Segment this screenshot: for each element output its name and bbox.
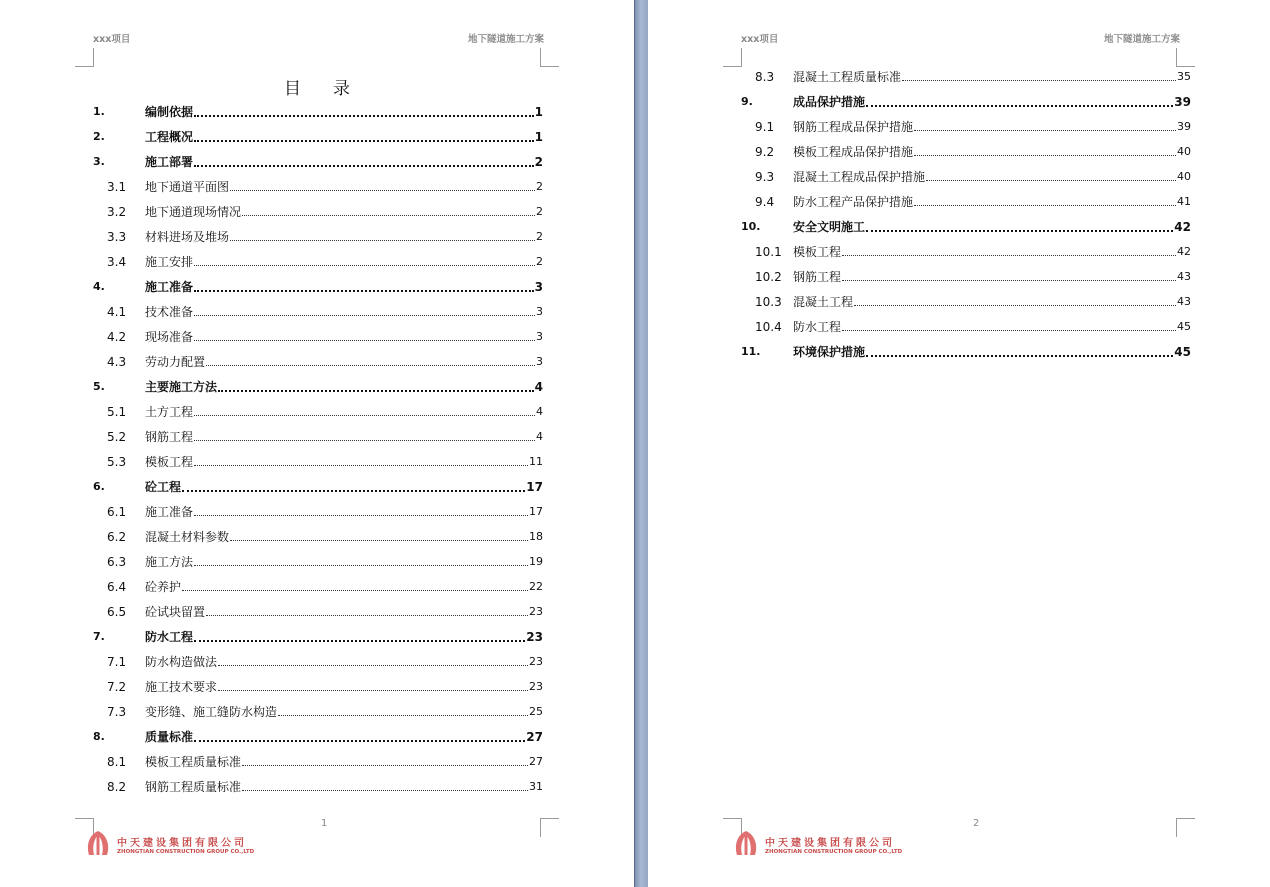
toc-entry-page: 2	[536, 180, 543, 193]
toc-entry-number: 10.	[741, 220, 761, 233]
toc-entry-page: 4	[536, 405, 543, 418]
toc-entry-title: 钢筋工程	[793, 270, 842, 284]
toc-entry-section[interactable]	[93, 349, 543, 374]
toc-entry-page: 22	[529, 580, 543, 593]
toc-entry-number: 5.3	[107, 454, 127, 469]
header-left: xxx项目	[93, 34, 131, 45]
toc-entry-title: 地下通道现场情况	[145, 205, 242, 219]
toc-entry-section[interactable]	[741, 164, 1191, 189]
toc-entry-title: 砼养护	[145, 580, 182, 594]
toc-entry-number: 6.2	[107, 529, 127, 544]
toc-entry-number: 3.	[93, 155, 105, 168]
toc-entry-title: 钢筋工程成品保护措施	[793, 120, 914, 134]
toc-dot-leader	[926, 179, 1176, 181]
toc-entry-chapter[interactable]	[93, 624, 543, 649]
toc-entry-title: 现场准备	[145, 330, 194, 344]
toc-entry-page: 27	[529, 755, 543, 768]
toc-dot-leader	[914, 154, 1176, 156]
toc-entry-number: 9.4	[755, 194, 775, 209]
toc-dot-leader	[242, 214, 535, 216]
toc-entry-page: 41	[1177, 195, 1191, 208]
toc-entry-number: 7.	[93, 630, 105, 643]
toc-entry-number: 9.	[741, 95, 753, 108]
toc-entry-section[interactable]	[93, 424, 543, 449]
toc-dot-leader	[206, 364, 535, 366]
toc-entry-page: 3	[536, 305, 543, 318]
toc-entry-section[interactable]	[93, 324, 543, 349]
page-number: 2	[973, 818, 980, 829]
toc-dot-leader	[230, 239, 535, 241]
toc-entry-title: 防水工程	[145, 630, 194, 644]
toc-entry-section[interactable]	[93, 549, 543, 574]
toc-entry-number: 6.1	[107, 504, 127, 519]
toc-entry-number: 8.1	[107, 754, 127, 769]
toc-entry-number: 8.2	[107, 779, 127, 794]
toc-entry-page: 2	[536, 230, 543, 243]
toc-entry-chapter[interactable]	[93, 124, 543, 149]
toc-entry-title: 混凝土工程质量标准	[793, 70, 902, 84]
toc-entry-title: 土方工程	[145, 405, 194, 419]
page-gutter	[634, 0, 649, 887]
toc-dot-leader	[194, 514, 528, 516]
toc-dot-leader	[194, 139, 534, 142]
toc-entry-chapter[interactable]	[741, 214, 1191, 239]
toc-entry-number: 9.2	[755, 144, 775, 159]
toc-entry-title: 劳动力配置	[145, 355, 206, 369]
toc-dot-leader	[194, 464, 528, 466]
toc-entry-page: 1	[534, 129, 543, 144]
toc-entry-section[interactable]	[741, 289, 1191, 314]
toc-dot-leader	[230, 539, 528, 541]
toc-entry-page: 11	[529, 455, 543, 468]
toc-entry-number: 10.2	[755, 269, 782, 284]
toc-entry-title: 施工准备	[145, 505, 194, 519]
toc-entry-number: 7.2	[107, 679, 127, 694]
toc-entry-title: 环境保护措施	[793, 345, 866, 359]
toc-entry-number: 4.1	[107, 304, 127, 319]
toc-entry-page: 40	[1177, 145, 1191, 158]
toc-entry-page: 39	[1174, 94, 1191, 109]
toc-entry-page: 1	[534, 104, 543, 119]
toc-entry-page: 18	[529, 530, 543, 543]
toc-entry-title: 钢筋工程	[145, 430, 194, 444]
toc-dot-leader	[194, 564, 528, 566]
document-page-1	[0, 0, 634, 887]
toc-entry-number: 3.2	[107, 204, 127, 219]
toc-title-char-1: 目	[284, 79, 301, 99]
toc-entry-chapter[interactable]	[93, 474, 543, 499]
toc-entry-chapter[interactable]	[93, 374, 543, 399]
toc-dot-leader	[230, 189, 535, 191]
toc-dot-leader	[194, 164, 534, 167]
toc-entry-section[interactable]	[93, 649, 543, 674]
toc-entry-page: 2	[536, 205, 543, 218]
toc-dot-leader	[182, 589, 528, 591]
toc-dot-leader	[194, 414, 535, 416]
toc-entry-page: 31	[529, 780, 543, 793]
toc-title-char-2: 录	[333, 79, 350, 99]
toc-entry-title: 模板工程质量标准	[145, 755, 242, 769]
toc-entry-page: 4	[534, 379, 543, 394]
toc-entry-number: 5.1	[107, 404, 127, 419]
toc-entry-chapter[interactable]	[741, 339, 1191, 364]
toc-entry-number: 10.4	[755, 319, 782, 334]
toc-entry-title: 混凝土工程	[793, 295, 854, 309]
toc-dot-leader	[194, 439, 535, 441]
toc-entry-page: 39	[1177, 120, 1191, 133]
crop-mark	[540, 48, 559, 67]
toc-entry-chapter[interactable]	[93, 99, 543, 124]
toc-entry-title: 施工部署	[145, 155, 194, 169]
crop-mark	[1176, 818, 1195, 837]
toc-entry-section[interactable]	[93, 749, 543, 774]
toc-entry-page: 17	[529, 505, 543, 518]
toc-entry-page: 45	[1177, 320, 1191, 333]
toc-entry-page: 23	[529, 680, 543, 693]
toc-entry-title: 施工安排	[145, 255, 194, 269]
toc-entry-section[interactable]	[741, 64, 1191, 89]
toc-entry-title: 地下通道平面图	[145, 180, 230, 194]
toc-entry-number: 9.3	[755, 169, 775, 184]
toc-dot-leader	[854, 304, 1176, 306]
toc-dot-leader	[194, 339, 535, 341]
toc-entry-page: 23	[526, 629, 543, 644]
toc-entry-title: 工程概况	[145, 130, 194, 144]
toc-entry-title: 施工准备	[145, 280, 194, 294]
toc-entry-section[interactable]	[93, 674, 543, 699]
toc-entry-chapter[interactable]	[93, 149, 543, 174]
toc-entry-page: 2	[536, 255, 543, 268]
toc-entry-section[interactable]	[93, 399, 543, 424]
toc-entry-section[interactable]	[741, 314, 1191, 339]
toc-entry-page: 42	[1174, 219, 1191, 234]
toc-entry-chapter[interactable]	[93, 274, 543, 299]
toc-entry-number: 5.	[93, 380, 105, 393]
toc-dot-leader	[242, 789, 528, 791]
toc-entry-section[interactable]	[741, 239, 1191, 264]
toc-entry-title: 砼工程	[145, 480, 182, 494]
toc-entry-page: 3	[534, 279, 543, 294]
company-name-cn: 中天建设集团有限公司	[117, 837, 247, 849]
toc-dot-leader	[914, 204, 1176, 206]
header-right: 地下隧道施工方案	[467, 34, 544, 45]
toc-entry-number: 6.5	[107, 604, 127, 619]
toc-entry-number: 11.	[741, 345, 761, 358]
toc-entry-page: 19	[529, 555, 543, 568]
toc-entry-page: 4	[536, 430, 543, 443]
toc-entry-page: 35	[1177, 70, 1191, 83]
toc-entry-section[interactable]	[93, 499, 543, 524]
toc-entry-number: 3.3	[107, 229, 127, 244]
header-right: 地下隧道施工方案	[1103, 34, 1180, 45]
toc-entry-number: 4.3	[107, 354, 127, 369]
toc-title	[0, 74, 634, 99]
toc-entry-page: 27	[526, 729, 543, 744]
toc-entry-page: 45	[1174, 344, 1191, 359]
toc-dot-leader	[194, 114, 534, 117]
toc-dot-leader	[902, 79, 1176, 81]
toc-entry-section[interactable]	[93, 774, 543, 799]
toc-entry-title: 钢筋工程质量标准	[145, 780, 242, 794]
toc-dot-leader	[914, 129, 1176, 131]
toc-entry-title: 材料进场及堆场	[145, 230, 230, 244]
toc-entry-title: 防水构造做法	[145, 655, 218, 669]
toc-dot-leader	[866, 354, 1173, 357]
toc-entry-page: 25	[529, 705, 543, 718]
toc-dot-leader	[218, 664, 528, 666]
toc-entry-title: 模板工程成品保护措施	[793, 145, 914, 159]
toc-entry-number: 8.	[93, 730, 105, 743]
toc-dot-leader	[206, 614, 528, 616]
toc-dot-leader	[194, 639, 525, 642]
toc-entry-title: 安全文明施工	[793, 220, 866, 234]
page-number: 1	[321, 818, 328, 829]
toc-entry-number: 7.3	[107, 704, 127, 719]
crop-mark	[540, 818, 559, 837]
toc-dot-leader	[182, 489, 525, 492]
company-logo	[85, 829, 254, 859]
toc-entry-number: 5.2	[107, 429, 127, 444]
toc-entry-number: 7.1	[107, 654, 127, 669]
toc-entry-title: 混凝土材料参数	[145, 530, 230, 544]
toc-dot-leader	[842, 254, 1176, 256]
toc-entry-section[interactable]	[93, 574, 543, 599]
toc-entry-title: 防水工程产品保护措施	[793, 195, 914, 209]
header-left: xxx项目	[741, 34, 779, 45]
document-page-2	[648, 0, 1270, 887]
toc-entry-title: 技术准备	[145, 305, 194, 319]
toc-entry-title: 防水工程	[793, 320, 842, 334]
toc-entry-page: 3	[536, 355, 543, 368]
toc-entry-number: 4.	[93, 280, 105, 293]
toc-entry-chapter[interactable]	[93, 724, 543, 749]
toc-entry-title: 模板工程	[145, 455, 194, 469]
toc-entry-number: 3.4	[107, 254, 127, 269]
toc-entry-number: 10.3	[755, 294, 782, 309]
toc-entry-section[interactable]	[93, 199, 543, 224]
toc-entry-page: 17	[526, 479, 543, 494]
toc-dot-leader	[242, 764, 528, 766]
toc-entry-title: 主要施工方法	[145, 380, 218, 394]
toc-dot-leader	[218, 389, 534, 392]
company-name-cn: 中天建设集团有限公司	[765, 837, 895, 849]
toc-entry-section[interactable]	[93, 224, 543, 249]
toc-entry-number: 6.4	[107, 579, 127, 594]
toc-entry-page: 3	[536, 330, 543, 343]
toc-entry-number: 6.	[93, 480, 105, 493]
toc-entry-title: 模板工程	[793, 245, 842, 259]
logo-emblem-icon	[85, 829, 111, 859]
toc-entry-title: 成品保护措施	[793, 95, 866, 109]
toc-dot-leader	[866, 229, 1173, 232]
toc-dot-leader	[866, 104, 1173, 107]
toc-entry-section[interactable]	[93, 174, 543, 199]
toc-entry-page: 2	[534, 154, 543, 169]
toc-entry-title: 编制依据	[145, 105, 194, 119]
toc-entry-section[interactable]	[93, 449, 543, 474]
toc-dot-leader	[218, 689, 528, 691]
toc-dot-leader	[194, 264, 535, 266]
toc-entry-section[interactable]	[741, 189, 1191, 214]
toc-entry-section[interactable]	[93, 249, 543, 274]
crop-mark	[723, 48, 742, 67]
toc-entry-page: 40	[1177, 170, 1191, 183]
crop-mark	[75, 48, 94, 67]
toc-entry-title: 施工方法	[145, 555, 194, 569]
toc-entry-number: 4.2	[107, 329, 127, 344]
toc-entry-title: 混凝土工程成品保护措施	[793, 170, 926, 184]
toc-entry-title: 砼试块留置	[145, 605, 206, 619]
toc-entry-section[interactable]	[93, 299, 543, 324]
toc-entry-number: 8.3	[755, 69, 775, 84]
company-logo	[733, 829, 902, 859]
toc-entry-page: 42	[1177, 245, 1191, 258]
toc-entry-number: 3.1	[107, 179, 127, 194]
toc-dot-leader	[194, 289, 534, 292]
toc-dot-leader	[278, 714, 528, 716]
toc-dot-leader	[842, 279, 1176, 281]
logo-emblem-icon	[733, 829, 759, 859]
company-name-en: ZHONGTIAN CONSTRUCTION GROUP CO.,LTD	[765, 848, 903, 855]
toc-entry-section[interactable]	[93, 699, 543, 724]
toc-entry-page: 23	[529, 655, 543, 668]
toc-entry-section[interactable]	[93, 524, 543, 549]
toc-entry-title: 施工技术要求	[145, 680, 218, 694]
toc-entry-number: 1.	[93, 105, 105, 118]
toc-entry-page: 43	[1177, 295, 1191, 308]
toc-entry-number: 10.1	[755, 244, 782, 259]
toc-entry-section[interactable]	[741, 114, 1191, 139]
toc-entry-number: 2.	[93, 130, 105, 143]
toc-dot-leader	[194, 739, 525, 742]
toc-entry-title: 变形缝、施工缝防水构造	[145, 705, 278, 719]
toc-entry-section[interactable]	[93, 599, 543, 624]
toc-dot-leader	[842, 329, 1176, 331]
toc-entry-page: 43	[1177, 270, 1191, 283]
toc-dot-leader	[194, 314, 535, 316]
toc-entry-number: 9.1	[755, 119, 775, 134]
company-name-en: ZHONGTIAN CONSTRUCTION GROUP CO.,LTD	[117, 848, 255, 855]
toc-entry-number: 6.3	[107, 554, 127, 569]
toc-entry-section[interactable]	[741, 139, 1191, 164]
toc-entry-page: 23	[529, 605, 543, 618]
toc-entry-chapter[interactable]	[741, 89, 1191, 114]
toc-entry-title: 质量标准	[145, 730, 194, 744]
toc-entry-section[interactable]	[741, 264, 1191, 289]
